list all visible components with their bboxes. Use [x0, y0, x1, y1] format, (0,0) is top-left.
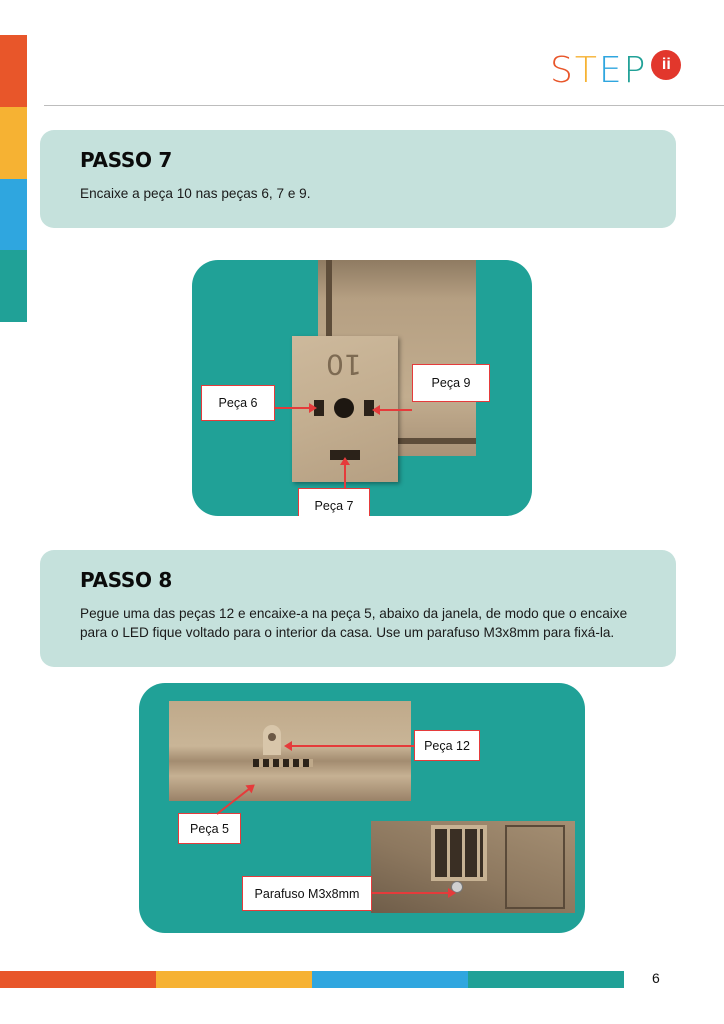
- header-divider: [44, 105, 724, 106]
- side-bar-teal: [0, 250, 27, 322]
- step8-photo-card: [139, 683, 585, 933]
- window-frame: [431, 825, 487, 881]
- arrow-peca9-icon: [374, 409, 412, 411]
- footer-bar-blue: [312, 971, 468, 988]
- logo-letter-t: T: [574, 50, 599, 91]
- arrow-peca7-icon: [344, 459, 346, 489]
- label-peca6: Peça 6: [201, 385, 275, 421]
- step8-box: [40, 550, 676, 667]
- step-logo: [550, 50, 681, 92]
- logo-badge-icon: ii: [651, 50, 681, 80]
- vent-slots: [253, 759, 313, 767]
- step8-text: Pegue uma das peças 12 e encaixe-a na peça 5, abaixo da janela, de modo que o encaixe para o LED fique voltado para o interior da casa. Use um parafuso M3x8mm para fixá-la.: [80, 606, 628, 640]
- hole-center: [334, 398, 354, 418]
- piece5-photo: [169, 701, 411, 801]
- step7-photo-card: [192, 260, 532, 516]
- label-parafuso: Parafuso M3x8mm: [242, 876, 372, 911]
- door-panel: [505, 825, 565, 909]
- logo-text: [550, 50, 648, 91]
- piece12-hole: [268, 733, 276, 741]
- step8-title: PASSO 8: [80, 568, 172, 592]
- arrow-parafuso-icon: [372, 892, 454, 894]
- footer-bar-yellow: [156, 971, 312, 988]
- logo-letter-e: E: [598, 50, 624, 91]
- footer-color-bar: [0, 971, 624, 988]
- logo-letter-p: P: [623, 50, 648, 91]
- side-color-bar: [0, 35, 27, 322]
- box-bottom-edge: [398, 438, 476, 444]
- logo-letter-s: S: [550, 50, 575, 91]
- page-number: 6: [652, 970, 660, 986]
- arrow-peca12-icon: [286, 745, 414, 747]
- label-peca5: Peça 5: [178, 813, 241, 844]
- step7-box: [40, 130, 676, 228]
- side-bar-orange: [0, 35, 27, 107]
- arrow-peca6-icon: [275, 407, 315, 409]
- side-bar-blue: [0, 179, 27, 250]
- step7-title: PASSO 7: [80, 148, 172, 172]
- label-peca12: Peça 12: [414, 730, 480, 761]
- footer-bar-teal: [468, 971, 624, 988]
- footer-bar-orange: [0, 971, 156, 988]
- side-bar-yellow: [0, 107, 27, 179]
- label-peca7: Peça 7: [298, 488, 370, 516]
- step7-text: Encaixe a peça 10 nas peças 6, 7 e 9.: [80, 186, 311, 201]
- window-photo: [371, 821, 575, 913]
- piece-10-mark: 10: [326, 348, 362, 381]
- label-peca9: Peça 9: [412, 364, 490, 402]
